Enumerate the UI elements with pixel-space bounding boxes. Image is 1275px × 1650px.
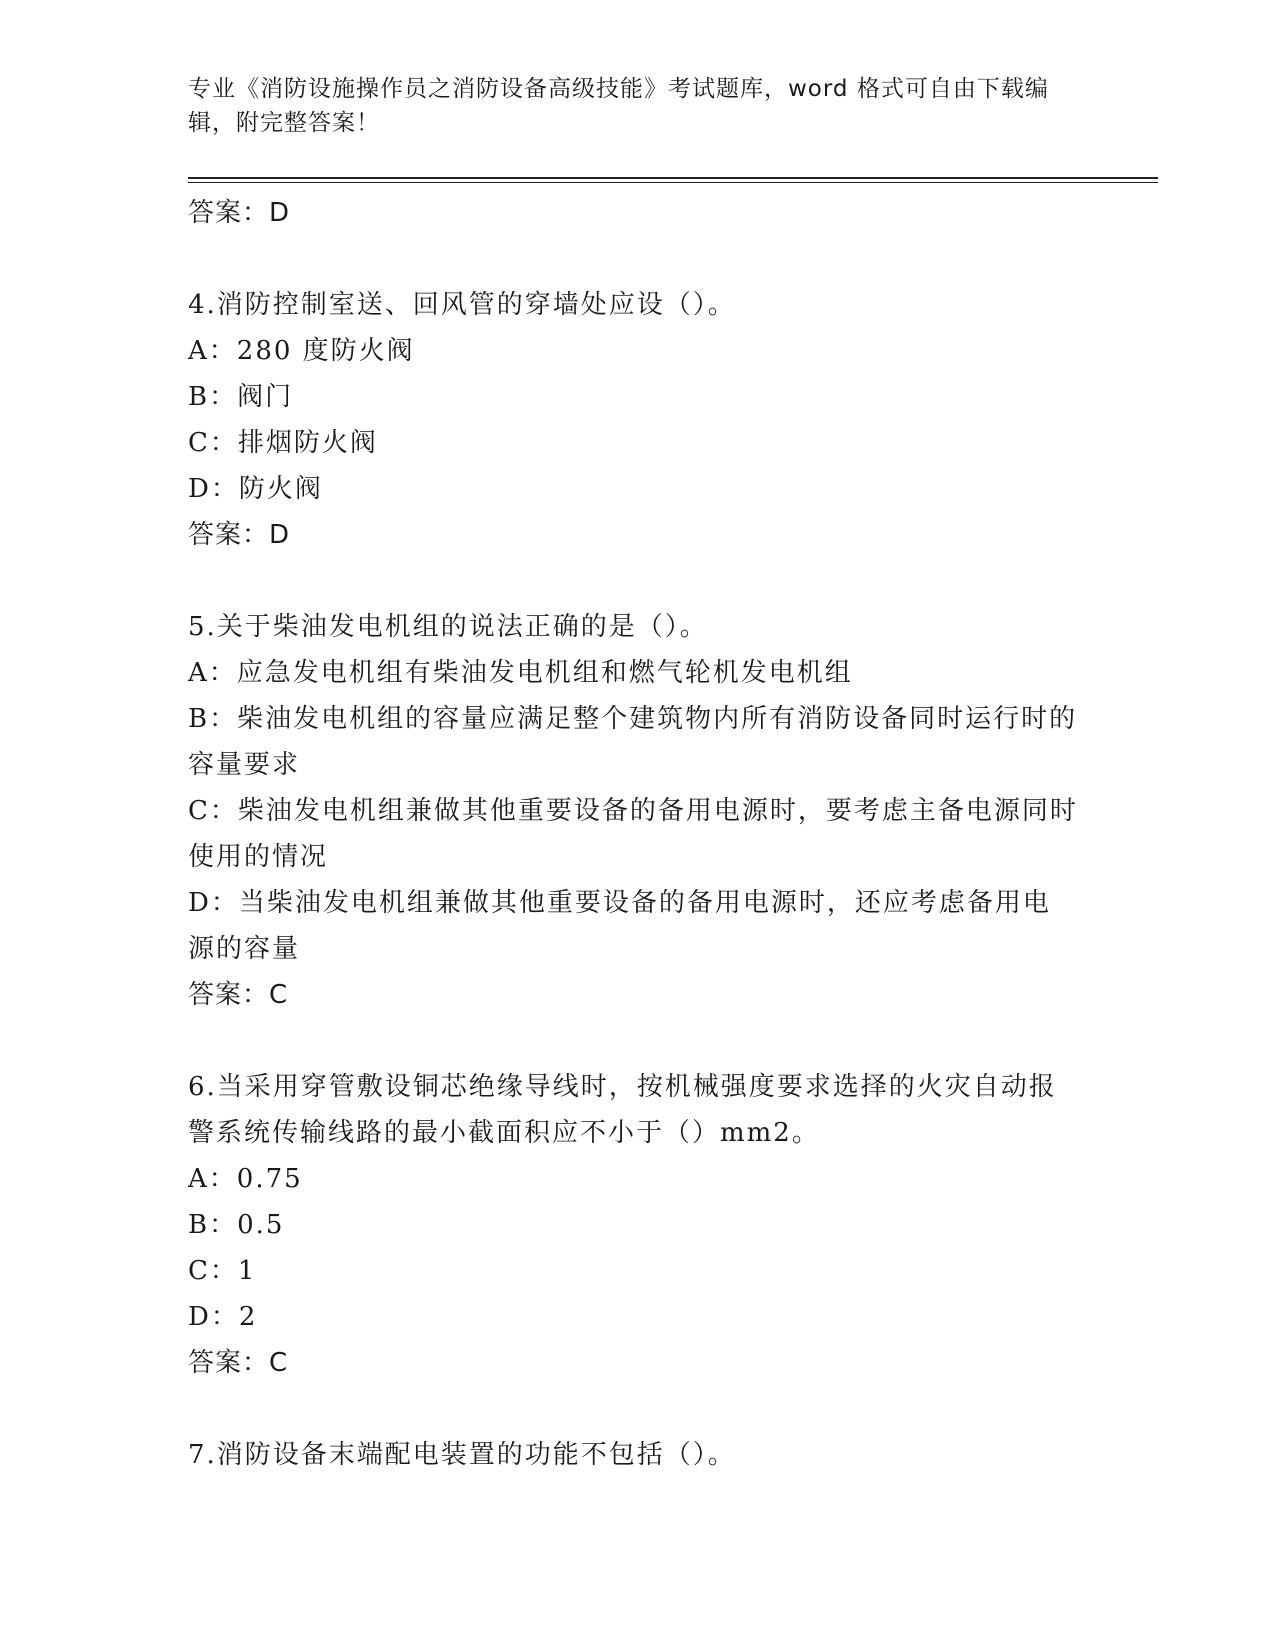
option-d: D：2 xyxy=(188,1302,258,1332)
option-c: C：1 xyxy=(188,1256,257,1286)
option-d: D：当柴油发电机组兼做其他重要设备的备用电源时，还应考虑备用电源的容量 xyxy=(188,888,1051,964)
question-stem: 6.当采用穿管敷设铜芯绝缘导线时，按机械强度要求选择的火灾自动报警系统传输线路的最小截面积应不小于（）mm2。 xyxy=(188,1072,1057,1148)
spacer xyxy=(188,558,1088,604)
spacer xyxy=(188,1386,1088,1432)
spacer xyxy=(188,236,1088,282)
header-rule xyxy=(188,177,1158,179)
spacer xyxy=(188,1018,1088,1064)
answer-line: 答案：D xyxy=(188,520,291,550)
option-a: A：0.75 xyxy=(188,1164,303,1194)
answer-line: 答案：C xyxy=(188,1348,289,1378)
option-b: B：0.5 xyxy=(188,1210,285,1240)
question-item xyxy=(188,282,1088,558)
question-stem: 4.消防控制室送、回风管的穿墙处应设（）。 xyxy=(188,290,736,320)
header-rule-thin xyxy=(188,182,1158,183)
document-header: 专业《消防设施操作员之消防设备高级技能》考试题库，word 格式可自由下载编辑，附完整答案！ xyxy=(188,76,1049,136)
answer-line: 答案：D xyxy=(188,198,291,228)
option-a: A：280 度防火阀 xyxy=(188,336,415,366)
option-c: C：柴油发电机组兼做其他重要设备的备用电源时，要考虑主备电源同时使用的情况 xyxy=(188,796,1078,872)
question-list xyxy=(188,190,1088,1478)
question-stem: 5.关于柴油发电机组的说法正确的是（）。 xyxy=(188,612,708,642)
question-item xyxy=(188,1432,1088,1478)
question-item xyxy=(188,604,1088,1018)
question-item xyxy=(188,1064,1088,1386)
question-stem: 7.消防设备末端配电装置的功能不包括（）。 xyxy=(188,1440,736,1470)
option-b: B：阀门 xyxy=(188,382,294,412)
answer-line: 答案：C xyxy=(188,980,289,1010)
option-d: D：防火阀 xyxy=(188,474,323,504)
option-b: B：柴油发电机组的容量应满足整个建筑物内所有消防设备同时运行时的容量要求 xyxy=(188,704,1078,780)
option-a: A：应急发电机组有柴油发电机组和燃气轮机发电机组 xyxy=(188,658,853,688)
option-c: C：排烟防火阀 xyxy=(188,428,378,458)
